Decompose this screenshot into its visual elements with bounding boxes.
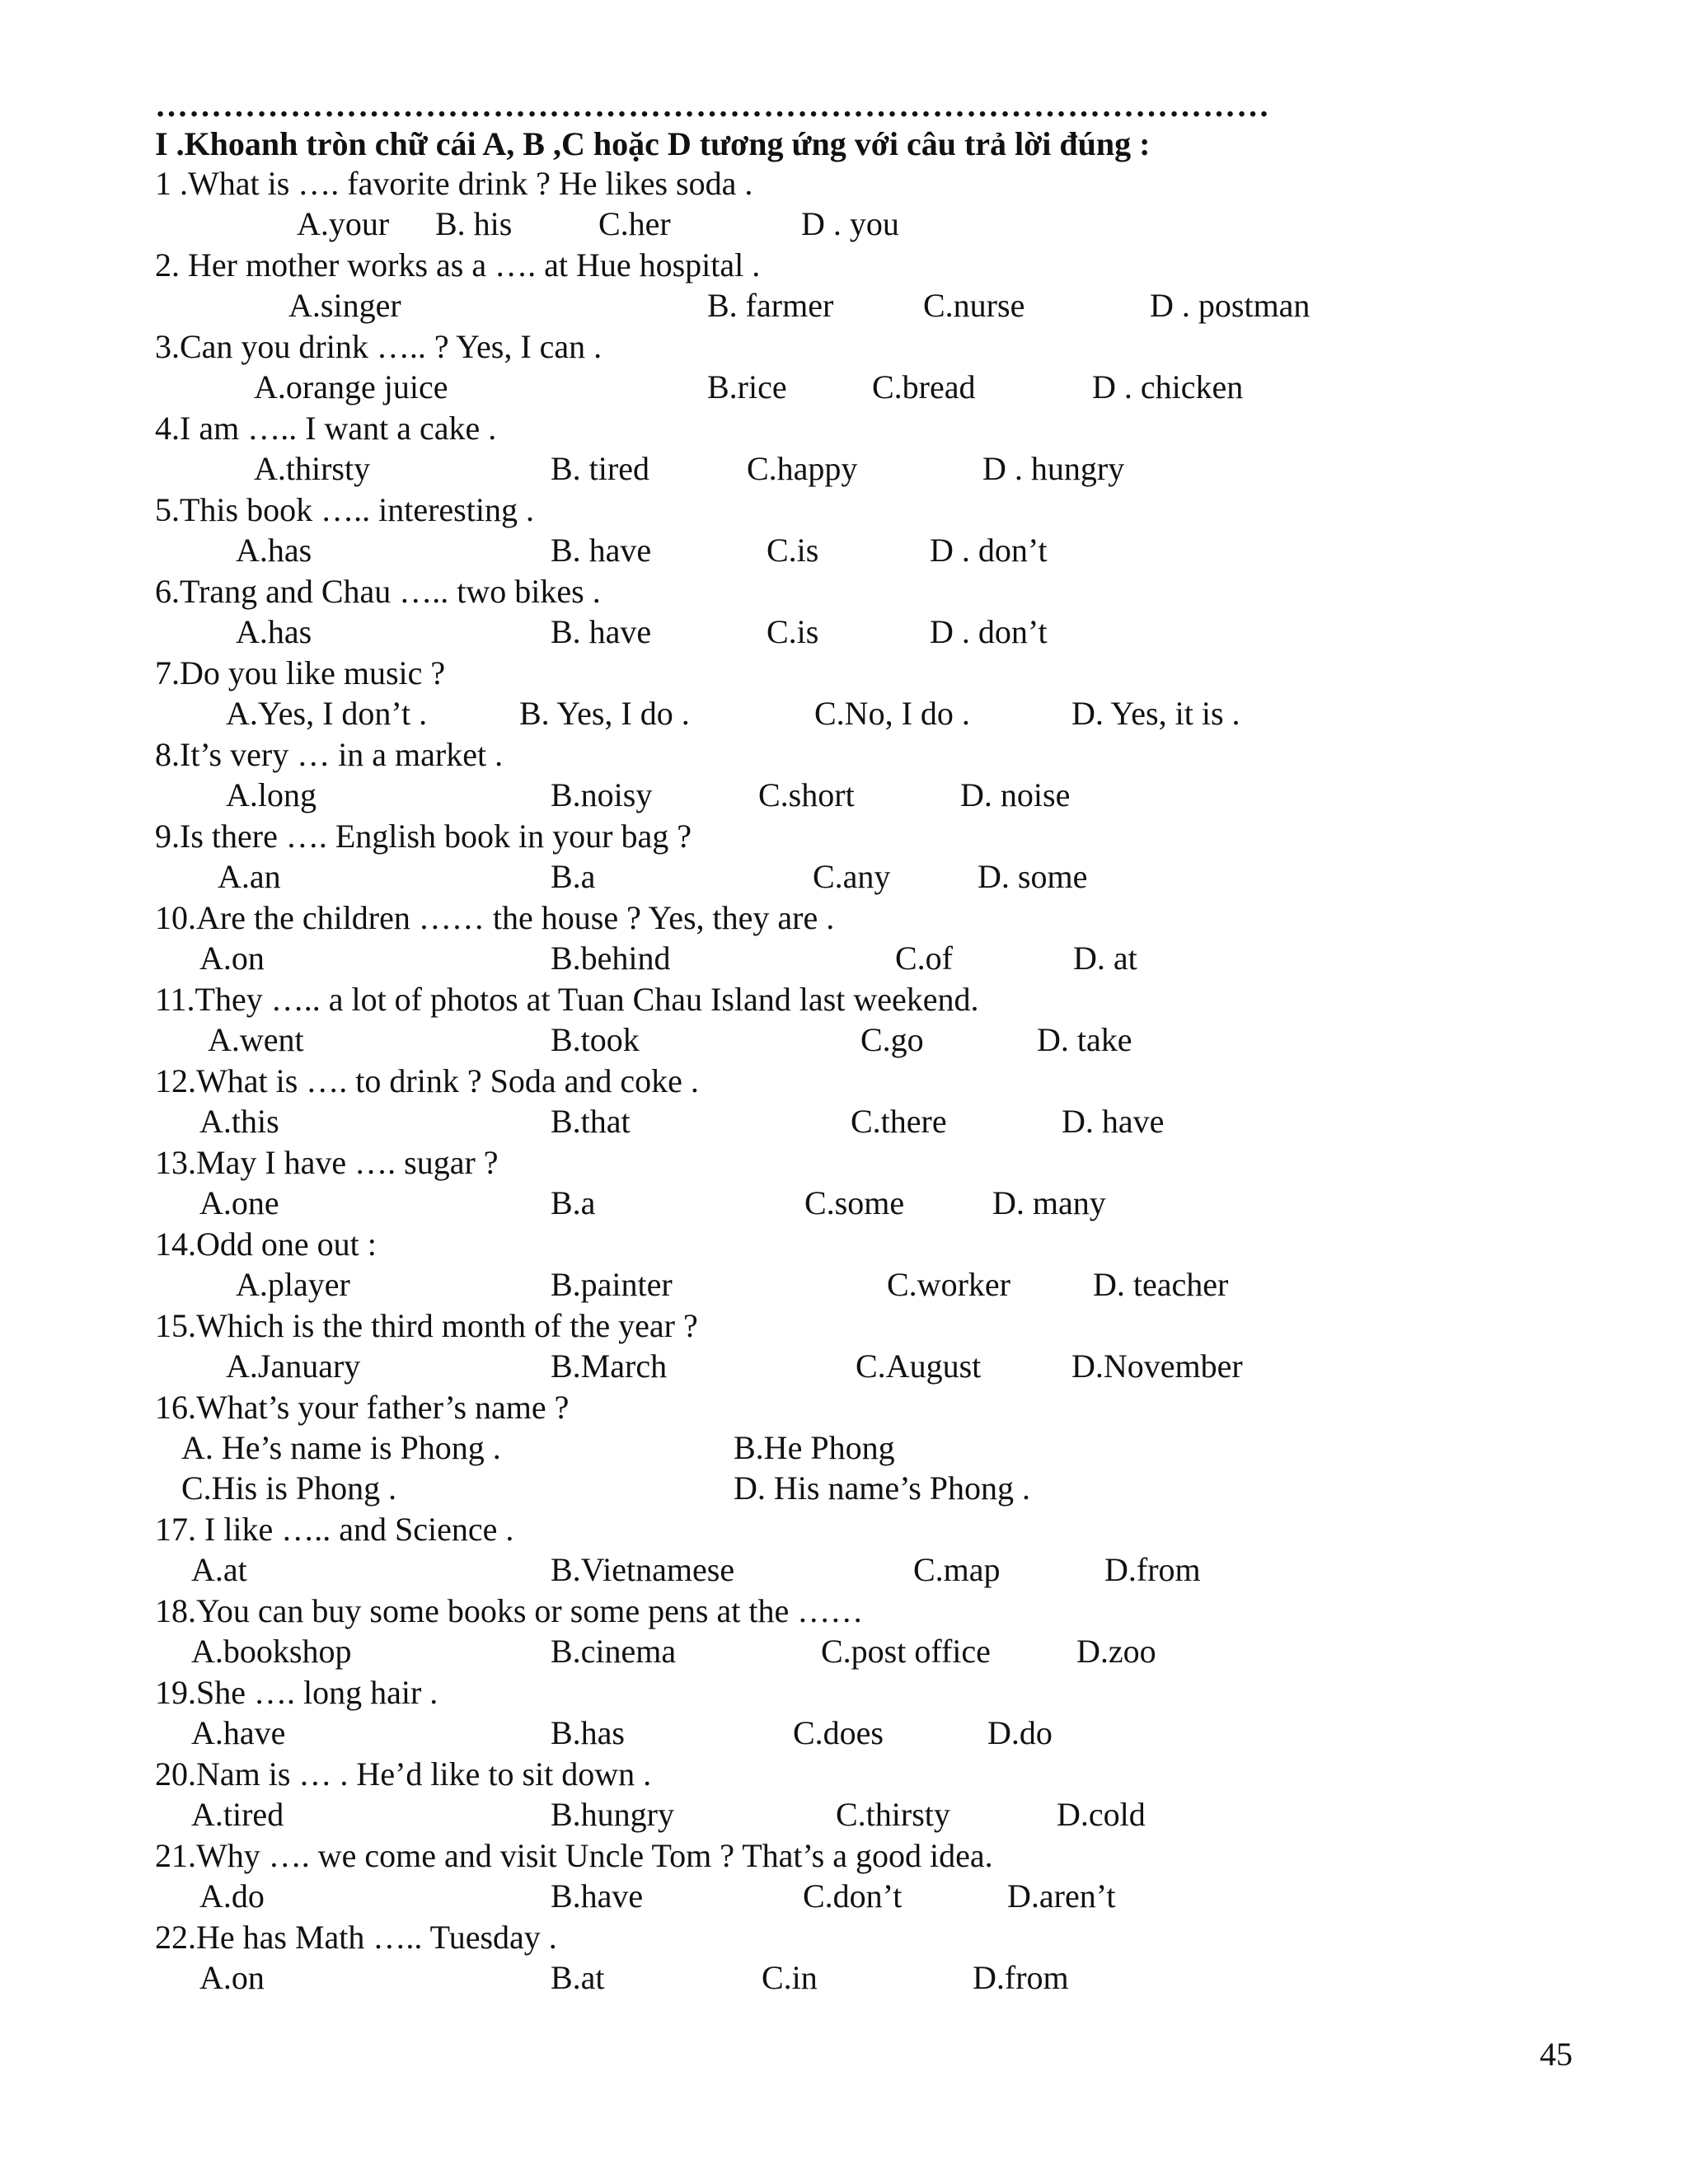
option-1c: C.her — [598, 205, 671, 242]
option-1d: D . you — [801, 205, 899, 242]
option-14b: B.painter — [551, 1266, 673, 1303]
option-22d: D.from — [973, 1959, 1069, 1996]
option-3d: D . chicken — [1092, 368, 1244, 405]
option-9c: C.any — [813, 858, 891, 895]
option-5d: D . don’t — [930, 532, 1048, 569]
question-2: 2. Her mother works as a …. at Hue hospital . — [155, 246, 761, 284]
option-13b: B.a — [551, 1184, 596, 1221]
option-20b: B.hungry — [551, 1796, 674, 1833]
dotted-rule: ……………………………………………………………………………………… — [155, 87, 1270, 124]
question-3: 3.Can you drink ….. ? Yes, I can . — [155, 328, 603, 365]
option-15d: D.November — [1071, 1347, 1243, 1385]
option-20c: C.thirsty — [836, 1796, 950, 1833]
question-14: 14.Odd one out : — [155, 1226, 377, 1263]
option-10d: D. at — [1073, 940, 1137, 977]
option-1a: A.your — [297, 205, 390, 242]
option-2a: A.singer — [288, 287, 401, 324]
option-7a: A.Yes, I don’t . — [226, 695, 428, 732]
option-17b: B.Vietnamese — [551, 1551, 735, 1588]
option-18d: D.zoo — [1076, 1633, 1156, 1670]
option-3a: A.orange juice — [254, 368, 448, 405]
option-2b: B. farmer — [707, 287, 834, 324]
option-13d: D. many — [992, 1184, 1106, 1221]
option-18b: B.cinema — [551, 1633, 677, 1670]
option-8b: B.noisy — [551, 776, 653, 813]
option-22a: A.on — [199, 1959, 265, 1996]
option-16b: B.He Phong — [734, 1429, 895, 1466]
option-17c: C.map — [913, 1551, 1001, 1588]
option-19c: C.does — [793, 1714, 884, 1751]
question-1: 1 .What is …. favorite drink ? He likes soda . — [155, 165, 753, 202]
option-6c: C.is — [767, 613, 819, 650]
question-4: 4.I am ….. I want a cake . — [155, 410, 497, 447]
option-20a: A.tired — [191, 1796, 284, 1833]
option-19b: B.has — [551, 1714, 625, 1751]
option-11a: A.went — [208, 1021, 304, 1058]
option-8c: C.short — [758, 776, 855, 813]
option-18c: C.post office — [821, 1633, 991, 1670]
option-9d: D. some — [978, 858, 1088, 895]
option-19d: D.do — [987, 1714, 1053, 1751]
option-17a: A.at — [191, 1551, 247, 1588]
option-11c: C.go — [860, 1021, 924, 1058]
option-15b: B.March — [551, 1347, 668, 1385]
option-21b: B.have — [551, 1877, 644, 1915]
option-2d: D . postman — [1150, 287, 1311, 324]
question-5: 5.This book ….. interesting . — [155, 491, 534, 528]
option-7c: C.No, I do . — [814, 695, 970, 732]
question-22: 22.He has Math ….. Tuesday . — [155, 1919, 557, 1956]
option-14d: D. teacher — [1093, 1266, 1229, 1303]
option-9a: A.an — [218, 858, 281, 895]
option-12b: B.that — [551, 1103, 631, 1140]
question-21: 21.Why …. we come and visit Uncle Tom ? That’s a good idea. — [155, 1837, 993, 1874]
option-4b: B. tired — [551, 450, 649, 487]
question-13: 13.May I have …. sugar ? — [155, 1144, 499, 1181]
question-15: 15.Which is the third month of the year ? — [155, 1307, 698, 1344]
option-22c: C.in — [762, 1959, 818, 1996]
option-3c: C.bread — [872, 368, 976, 405]
option-20d: D.cold — [1057, 1796, 1146, 1833]
question-19: 19.She …. long hair . — [155, 1674, 438, 1711]
option-21d: D.aren’t — [1007, 1877, 1116, 1915]
option-1b: B. his — [435, 205, 513, 242]
question-11: 11.They ….. a lot of photos at Tuan Chau Island last weekend. — [155, 981, 979, 1018]
question-8: 8.It’s very … in a market . — [155, 736, 504, 773]
option-4d: D . hungry — [982, 450, 1125, 487]
option-4a: A.thirsty — [254, 450, 371, 487]
option-5b: B. have — [551, 532, 652, 569]
option-17d: D.from — [1104, 1551, 1201, 1588]
option-18a: A.bookshop — [191, 1633, 352, 1670]
option-6b: B. have — [551, 613, 652, 650]
option-7b: B. Yes, I do . — [519, 695, 690, 732]
option-13a: A.one — [199, 1184, 279, 1221]
option-6a: A.has — [236, 613, 312, 650]
question-20: 20.Nam is … . He’d like to sit down . — [155, 1755, 652, 1793]
option-15a: A.January — [226, 1347, 361, 1385]
section-heading: I .Khoanh tròn chữ cái A, B ,C hoặc D tương ứng với câu trả lời đúng : — [155, 125, 1151, 162]
question-7: 7.Do you like music ? — [155, 654, 446, 691]
option-13c: C.some — [804, 1184, 905, 1221]
question-9: 9.Is there …. English book in your bag ? — [155, 818, 692, 855]
option-10b: B.behind — [551, 940, 671, 977]
option-6d: D . don’t — [930, 613, 1048, 650]
option-15c: C.August — [856, 1347, 982, 1385]
option-10c: C.of — [895, 940, 953, 977]
option-10a: A.on — [199, 940, 265, 977]
option-2c: C.nurse — [923, 287, 1025, 324]
option-12a: A.this — [199, 1103, 279, 1140]
option-8a: A.long — [226, 776, 316, 813]
option-21a: A.do — [199, 1877, 265, 1915]
option-11d: D. take — [1037, 1021, 1132, 1058]
option-5a: A.has — [236, 532, 312, 569]
option-14c: C.worker — [887, 1266, 1010, 1303]
question-16: 16.What’s your father’s name ? — [155, 1389, 570, 1426]
option-16a: A. He’s name is Phong . — [181, 1429, 501, 1466]
option-12d: D. have — [1062, 1103, 1165, 1140]
question-12: 12.What is …. to drink ? Soda and coke . — [155, 1062, 699, 1099]
option-19a: A.have — [191, 1714, 286, 1751]
option-7d: D. Yes, it is . — [1071, 695, 1240, 732]
option-5c: C.is — [767, 532, 819, 569]
option-3b: B.rice — [707, 368, 787, 405]
option-16d: D. His name’s Phong . — [734, 1469, 1030, 1507]
option-9b: B.a — [551, 858, 596, 895]
option-12c: C.there — [851, 1103, 947, 1140]
option-22b: B.at — [551, 1959, 605, 1996]
question-6: 6.Trang and Chau ….. two bikes . — [155, 573, 601, 610]
option-4c: C.happy — [747, 450, 858, 487]
question-18: 18.You can buy some books or some pens at the …… — [155, 1592, 864, 1629]
option-14a: A.player — [236, 1266, 350, 1303]
question-10: 10.Are the children …… the house ? Yes, they are . — [155, 899, 835, 936]
option-11b: B.took — [551, 1021, 640, 1058]
option-21c: C.don’t — [803, 1877, 903, 1915]
question-17: 17. I like ….. and Science . — [155, 1511, 514, 1548]
option-8d: D. noise — [960, 776, 1071, 813]
page-number: 45 — [1540, 2036, 1573, 2073]
option-16c: C.His is Phong . — [181, 1469, 397, 1507]
